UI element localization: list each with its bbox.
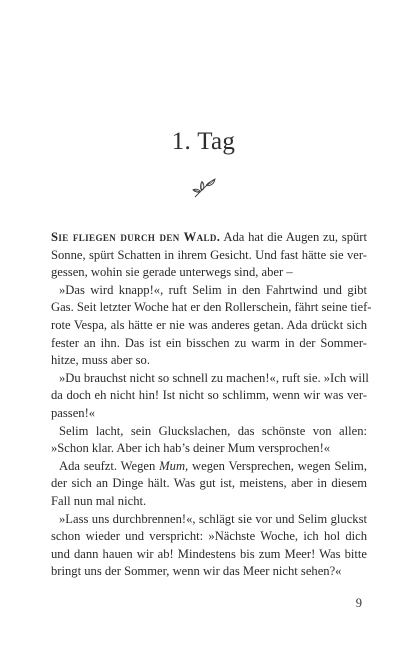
text-span: »Du brauchst nicht so schnell zu machen!«, ruft sie. »Ich will bbox=[59, 370, 369, 385]
text-line bbox=[51, 370, 367, 388]
text-span: bringt uns der Sommer, wenn wir das Meer nicht sehen?« bbox=[51, 564, 342, 579]
text-line bbox=[51, 247, 367, 265]
text-line bbox=[51, 563, 367, 581]
text-span: »Das wird knapp!«, ruft Selim in den Fahrtwind und gibt bbox=[59, 282, 367, 297]
text-line bbox=[51, 546, 367, 564]
text-span: rote Vespa, als hätte er nie was anderes getan. Ada drückt sich bbox=[51, 317, 367, 332]
text-span: Sonne, spürt Schatten in ihrem Gesicht. Und fast hätte sie ver- bbox=[51, 247, 367, 262]
text-line bbox=[51, 405, 367, 423]
text-line bbox=[51, 299, 372, 317]
text-span: und dann hauen wir ab! Mindestens bis zum Meer! Was bitte bbox=[51, 546, 367, 561]
text-span: wegen Versprechen, wegen Selim, bbox=[188, 458, 367, 473]
text-span: hitze, muss aber so. bbox=[51, 353, 150, 368]
text-span: fester an ihn. Das ist ein bisschen zu warm in der Sommer- bbox=[51, 335, 367, 350]
text-span: schon wieder und verspricht: »Nächste Woche, ich hol dich bbox=[51, 529, 367, 544]
text-span: Fall nun mal nicht. bbox=[51, 493, 147, 508]
italic-text: Mum, bbox=[159, 458, 189, 473]
page-number: 9 bbox=[355, 596, 362, 610]
text-line bbox=[51, 335, 367, 353]
text-line bbox=[51, 423, 367, 441]
text-span: »Lass uns durchbrennen!«, schlägt sie vor und Selim gluckst bbox=[59, 511, 367, 526]
text-line bbox=[51, 352, 367, 370]
text-line bbox=[51, 317, 367, 335]
text-line bbox=[51, 440, 367, 458]
text-line bbox=[51, 511, 367, 529]
chapter-title: 1. Tag bbox=[171, 128, 236, 155]
chapter-body bbox=[51, 229, 372, 581]
text-line bbox=[51, 229, 367, 247]
text-span: passen!« bbox=[51, 405, 96, 420]
chapter-opening-smallcaps: Sie fliegen durch den Wald. bbox=[51, 230, 221, 244]
text-line bbox=[51, 387, 367, 405]
text-span: Ada hat die Augen zu, spürt bbox=[220, 230, 367, 244]
text-line bbox=[51, 493, 367, 511]
text-line bbox=[51, 528, 367, 546]
text-span: Gas. Seit letzter Woche hat er den Rollerschein, fährt seine tief- bbox=[51, 300, 372, 315]
text-line bbox=[51, 264, 367, 282]
text-line bbox=[51, 282, 367, 300]
text-line bbox=[51, 475, 367, 493]
leaf-sprig-icon bbox=[192, 177, 216, 199]
text-span: gessen, wohin sie gerade unterwegs sind, aber – bbox=[51, 265, 293, 280]
text-line bbox=[51, 458, 367, 476]
text-span: der sich an Dinge hält. Was gut ist, meistens, aber in diesem bbox=[51, 476, 367, 491]
text-span: da doch eh nicht hin! Ist nicht so schlimm, wenn wir was ver- bbox=[51, 388, 367, 403]
text-span: Selim lacht, sein Gluckslachen, das schönste von allen: bbox=[59, 423, 367, 438]
text-span: Ada seufzt. Wegen bbox=[59, 458, 160, 473]
text-span: »Schon klar. Aber ich hab’s deiner Mum versprochen!« bbox=[51, 441, 331, 456]
